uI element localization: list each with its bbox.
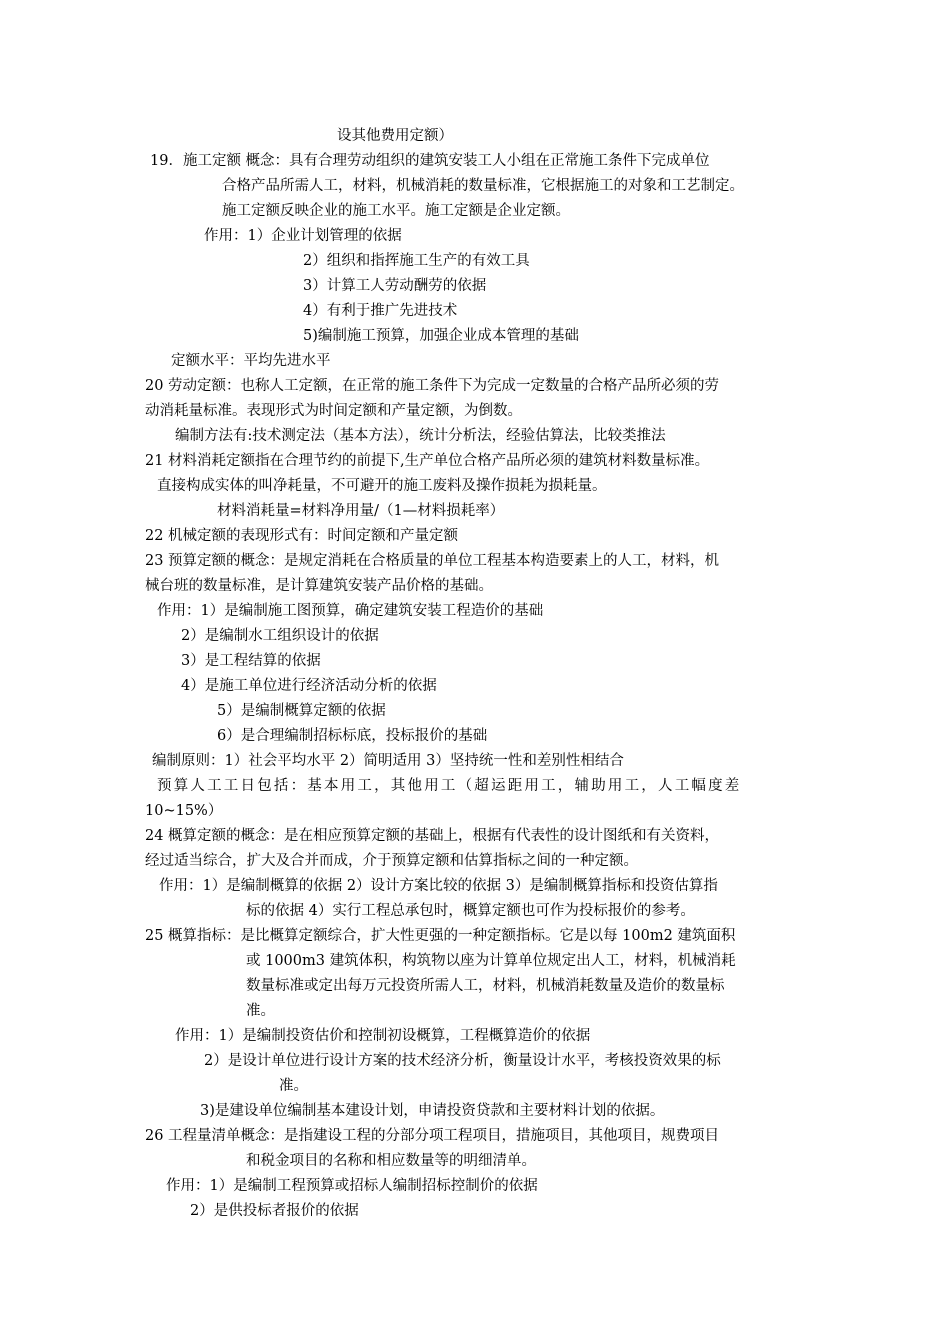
text-line: 5）是编制概算定额的依据	[217, 703, 386, 719]
text-line: 和税金项目的名称和相应数量等的明细清单。	[246, 1153, 536, 1169]
text-line: 数量标准或定出每万元投资所需人工，材料，机械消耗数量及造价的数量标	[246, 978, 725, 994]
text-line: 编制方法有:技术测定法（基本方法），统计分析法，经验估算法，比较类推法	[175, 428, 666, 444]
text-line: 材料消耗量=材料净用量/（1—材料损耗率）	[217, 503, 505, 519]
text-line: 5)编制施工预算，加强企业成本管理的基础	[303, 328, 579, 344]
text-line: 4）有利于推广先进技术	[303, 303, 458, 319]
text-line: 25 概算指标：是比概算定额综合，扩大性更强的一种定额指标。它是以每 100m2 建筑面积	[145, 928, 736, 944]
text-line: 2）是设计单位进行设计方案的技术经济分析，衡量设计水平，考核投资效果的标	[204, 1053, 721, 1069]
text-line: 作用：1）企业计划管理的依据	[204, 228, 402, 244]
text-line: 施工定额反映企业的施工水平。施工定额是企业定额。	[222, 203, 570, 219]
text-line: 19．施工定额 概念：具有合理劳动组织的建筑安装工人小组在正常施工条件下完成单位	[150, 153, 710, 169]
text-line: 24 概算定额的概念：是在相应预算定额的基础上，根据有代表性的设计图纸和有关资料，	[145, 828, 720, 844]
text-line: 4）是施工单位进行经济活动分析的依据	[181, 678, 437, 694]
text-line: 标的依据 4）实行工程总承包时，概算定额也可作为投标报价的参考。	[246, 903, 695, 919]
text-line: 3）是工程结算的依据	[181, 653, 321, 669]
text-line: 设其他费用定额）	[337, 128, 453, 144]
text-line: 3)是建设单位编制基本建设计划，申请投资贷款和主要材料计划的依据。	[200, 1103, 665, 1119]
text-line: 2）是供投标者报价的依据	[190, 1203, 359, 1219]
text-line: 作用：1）是编制投资估价和控制初设概算，工程概算造价的依据	[175, 1028, 591, 1044]
text-line: 定额水平：平均先进水平	[171, 353, 331, 369]
text-line: 经过适当综合，扩大及合并而成，介于预算定额和估算指标之间的一种定额。	[145, 853, 638, 869]
text-line: 编制原则：1）社会平均水平 2）简明适用 3）坚持统一性和差别性相结合	[152, 753, 624, 769]
text-line: 直接构成实体的叫净耗量，不可避开的施工废料及操作损耗为损耗量。	[157, 478, 607, 494]
text-line: 23 预算定额的概念：是规定消耗在合格质量的单位工程基本构造要素上的人工，材料，机	[145, 553, 720, 569]
text-line: 10~15%）	[145, 803, 223, 819]
text-line: 或 1000m3 建筑体积，构筑物以座为计算单位规定出人工，材料，机械消耗	[246, 953, 736, 969]
text-line: 20 劳动定额：也称人工定额，在正常的施工条件下为完成一定数量的合格产品所必须的劳	[145, 378, 720, 394]
text-line: 准。	[279, 1078, 308, 1094]
text-line: 2）是编制水工组织设计的依据	[181, 628, 379, 644]
text-line: 21 材料消耗定额指在合理节约的前提下,生产单位合格产品所必须的建筑材料数量标准。	[145, 453, 710, 469]
text-line: 2）组织和指挥施工生产的有效工具	[303, 253, 530, 269]
text-line: 合格产品所需人工，材料，机械消耗的数量标准，它根据施工的对象和工艺制定。	[222, 178, 744, 194]
text-line: 动消耗量标准。表现形式为时间定额和产量定额，为倒数。	[145, 403, 522, 419]
text-line: 26 工程量清单概念：是指建设工程的分部分项工程项目，措施项目，其他项目，规费项目	[145, 1128, 720, 1144]
text-line: 械台班的数量标准，是计算建筑安装产品价格的基础。	[145, 578, 493, 594]
text-line: 作用：1）是编制施工图预算，确定建筑安装工程造价的基础	[157, 603, 544, 619]
text-line: 作用：1）是编制概算的依据 2）设计方案比较的依据 3）是编制概算指标和投资估算指	[159, 878, 718, 894]
text-line: 6）是合理编制招标标底，投标报价的基础	[217, 728, 488, 744]
text-line: 3）计算工人劳动酬劳的依据	[303, 278, 487, 294]
text-line: 准。	[246, 1003, 275, 1019]
text-line: 作用：1）是编制工程预算或招标人编制招标控制价的依据	[166, 1178, 538, 1194]
text-line: 22 机械定额的表现形式有：时间定额和产量定额	[145, 528, 459, 544]
text-line: 预算人工工日包括：基本用工，其他用工（超运距用工，辅助用工，人工幅度差	[157, 778, 742, 794]
